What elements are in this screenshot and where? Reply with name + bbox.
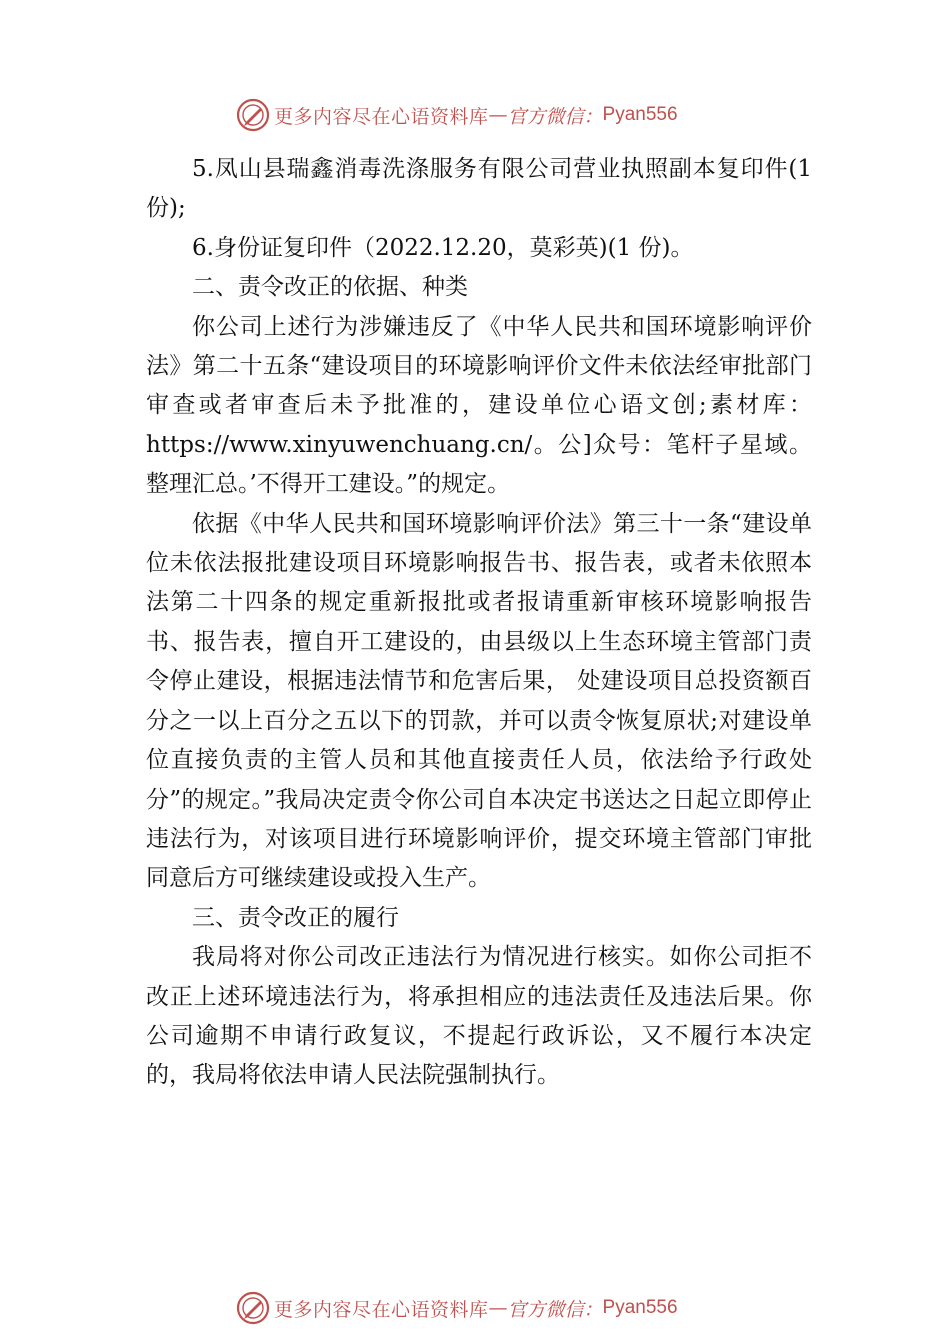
paragraph-attachment-5: 5.凤山县瑞鑫消毒洗涤服务有限公司营业执照副本复印件(1 份); [146,156,812,222]
header-banner-separator: — [488,104,508,126]
paragraph-attachment-6: 6.身份证复印件（2022.12.20，莫彩英)(1 份)。 [192,234,694,261]
header-wechat-label: 官方微信： [507,105,603,128]
footer-wechat-label: 官方微信： [507,1298,603,1321]
header-banner-text: 更多内容尽在心语资料库 [274,105,489,128]
footer-banner-separator: — [488,1297,508,1319]
footer-banner [236,1290,736,1326]
header-wechat-id: Pyan556 [602,104,678,125]
footer-wechat-id: Pyan556 [602,1297,678,1318]
section-heading-performance: 三、责令改正的履行 [192,904,399,931]
header-banner [236,97,736,133]
footer-banner-text: 更多内容尽在心语资料库 [274,1298,489,1321]
paragraph-enforcement: 我局将对你公司改正违法行为情况进行核实。如你公司拒不改正上述环境违法行为，将承担相应的违法责任及违法后果。你公司逾期不申请行政复议，不提起行政诉讼，又不履行本决定的，我局将依法申请人民法院强制执行。 [146,944,812,1089]
document-body [146,150,812,1096]
pen-seal-icon [236,98,270,132]
paragraph-legal-basis: 依据《中华人民共和国环境影响评价法》第三十一条“建设单位未依法报批建设项目环境影响报告书、报告表，或者未依照本法第二十四条的规定重新报批或者报请重新审核环境影响报告书、报告表，擅自开工建设的，由县级以上生态环境主管部门责令停止建设，根据违法情节和危害后果， 处建设项目总投资额百分之一以上百分之五以下的罚款，并可以责令恢复原状;对建设单位直接负责的主管人员和其他直接责任人员，依法给予行政处分”的规定。”我局决定责令你公司自本决定书送达之日起立即停止违法行为，对该项目进行环境影响评价，提交环境主管部门审批同意后方可继续建设或投入生产。 [146,510,812,892]
pen-seal-icon [236,1291,270,1325]
paragraph-violation: 你公司上述行为涉嫌违反了《中华人民共和国环境影响评价法》第二十五条“建设项目的环境影响评价文件未依法经审批部门审查或者审查后未予批准的，建设单位心语文创;素材库：https://www.xinyuwenchuang.cn/。公]众号：笔杆子星域。整理汇总。’不得开工建设。”的规定。 [146,313,812,498]
section-heading-basis: 二、责令改正的依据、种类 [192,274,468,301]
